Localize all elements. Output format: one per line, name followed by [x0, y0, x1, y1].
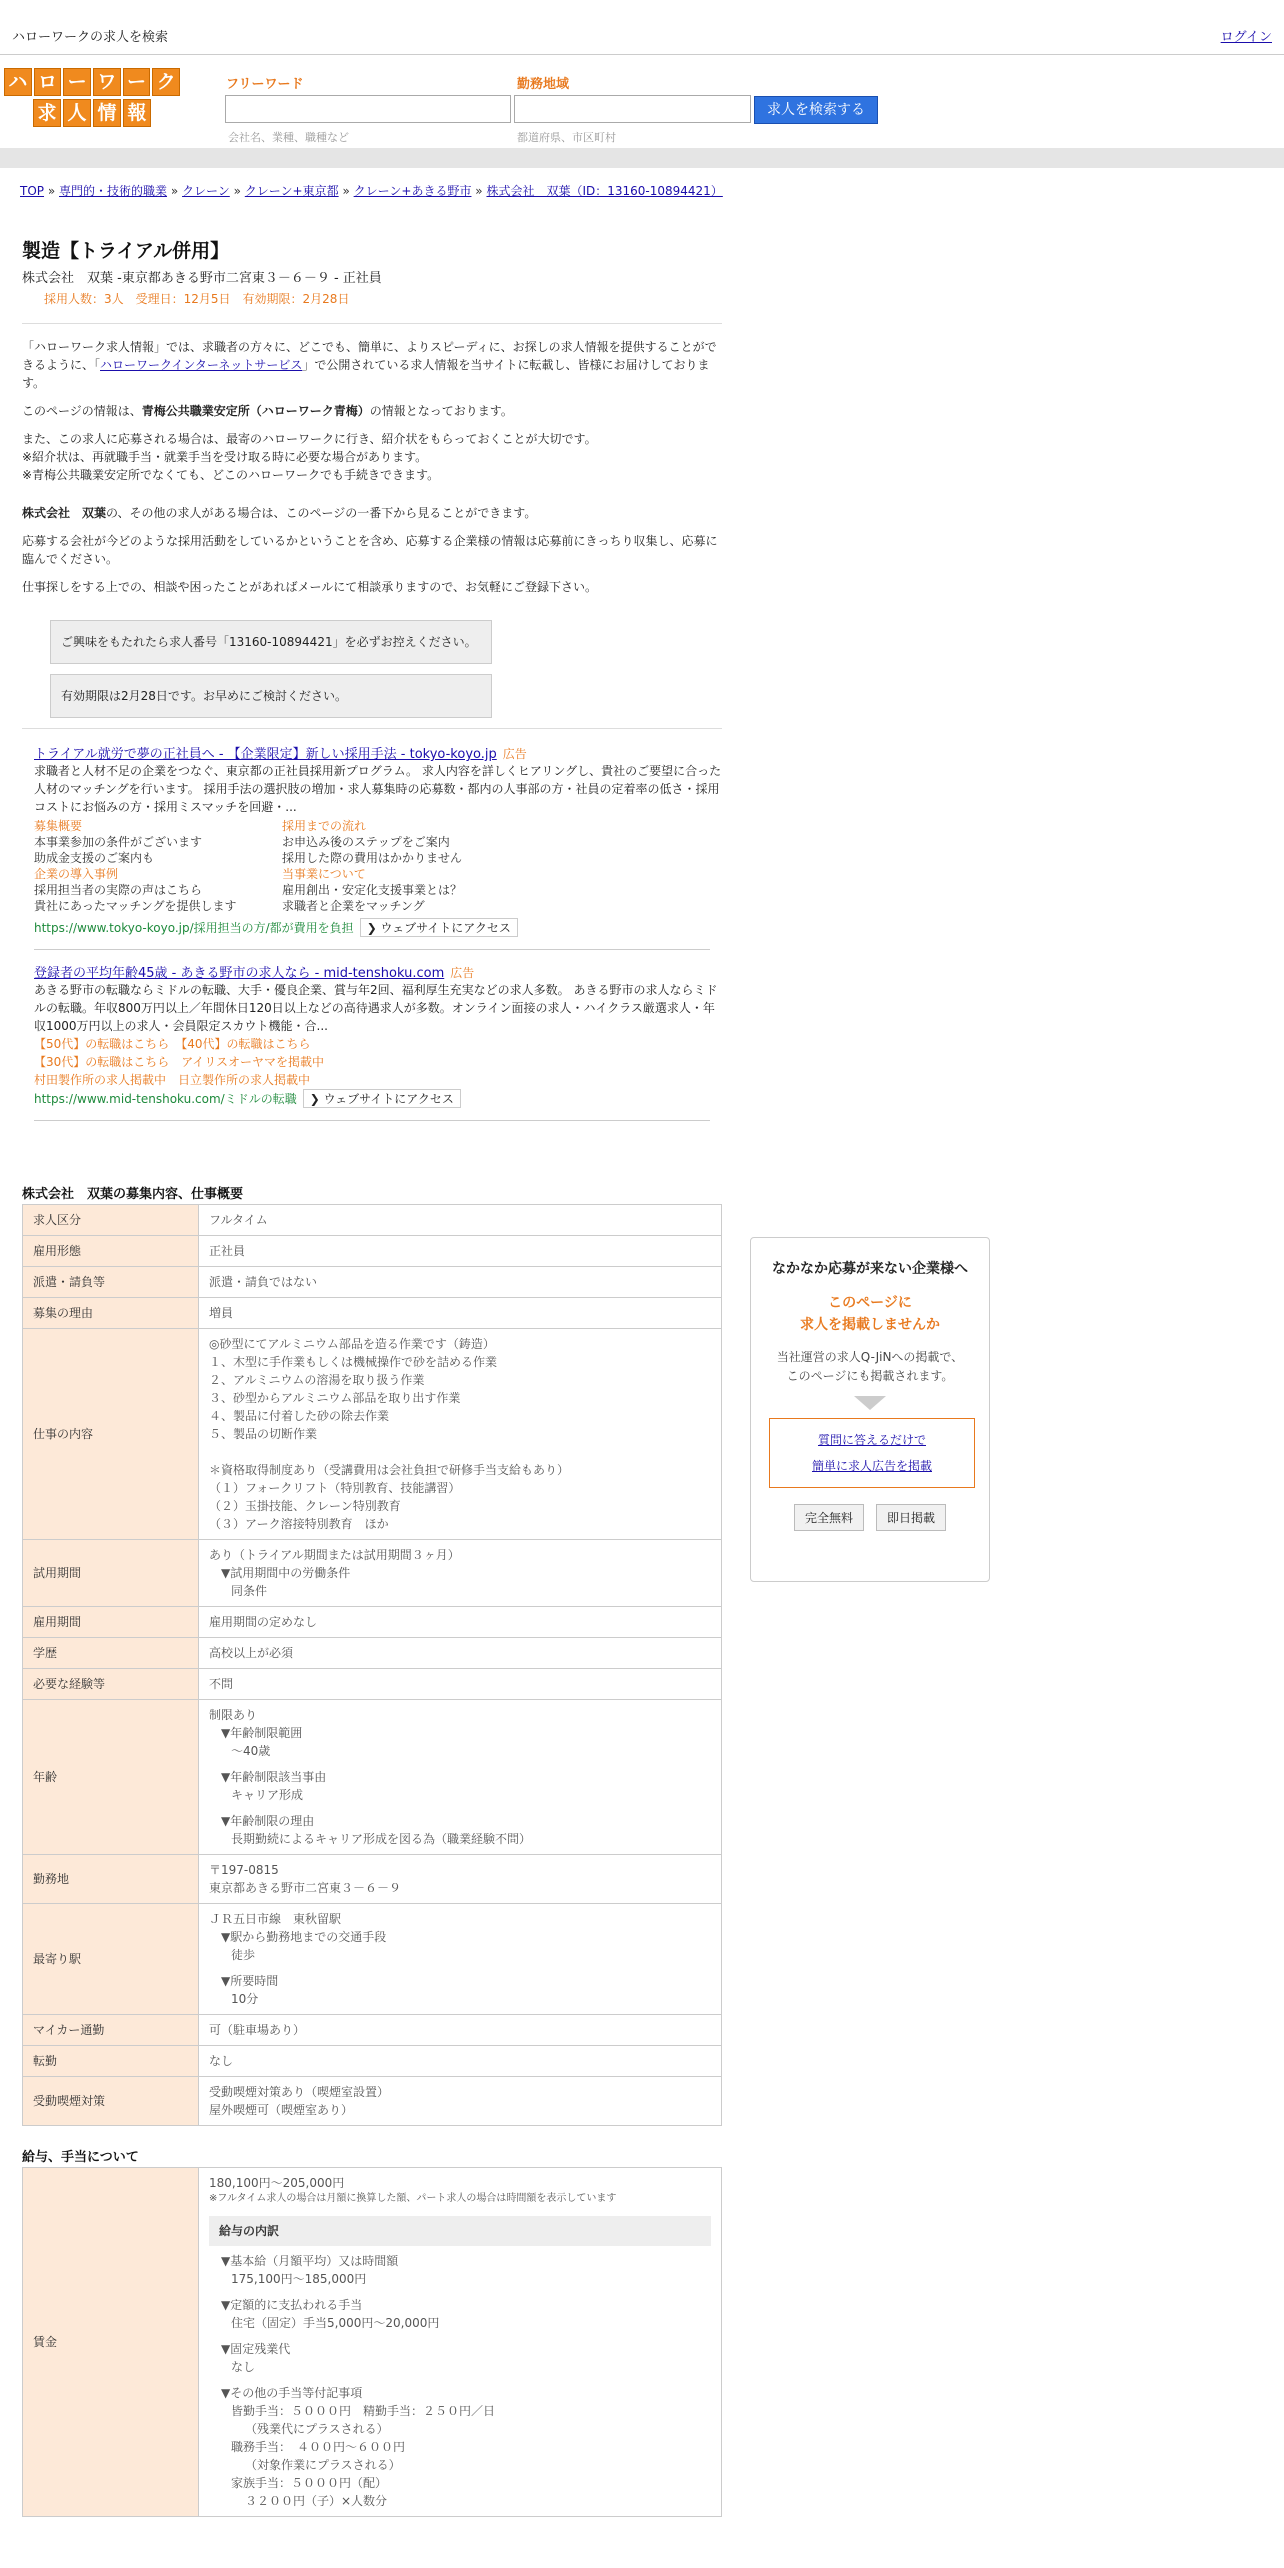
row-line: 〜40歳: [231, 1744, 271, 1758]
row-label: 賃金: [23, 2168, 199, 2517]
job-title: 製造【トライアル併用】: [22, 240, 230, 262]
row-label: 転勤: [23, 2046, 199, 2077]
breadcrumb-crane[interactable]: クレーン: [182, 184, 230, 198]
section-title-job: 株式会社 双葉の募集内容、仕事概要: [22, 1187, 244, 1202]
row-label: 学歴: [23, 1638, 199, 1669]
row-line: ４、製品に付着した砂の除去作業: [209, 1409, 390, 1423]
salary-breakdown-heading: 給与の内訳: [209, 2216, 711, 2246]
down-arrow-icon: [854, 1396, 886, 1410]
row-label: 雇用形態: [23, 1236, 199, 1267]
logo-char: 情: [93, 99, 121, 127]
row-label: 仕事の内容: [23, 1329, 199, 1540]
breadcrumb-crane-akiruno[interactable]: クレーン+あきる野市: [353, 184, 472, 198]
table-row: [23, 1267, 722, 1298]
side-link-post[interactable]: 簡単に求人広告を掲載: [811, 1459, 932, 1473]
ad-url[interactable]: https://www.tokyo-koyo.jp/採用担当の方/都が費用を負担: [34, 921, 354, 935]
row-line: 職務手当： ４００円～６００円: [231, 2440, 406, 2454]
table-row: [23, 1607, 722, 1638]
row-value: [199, 1700, 722, 1855]
intro-text: 「ハローワーク求人情報」では、求職者の方々に、どこでも、簡単に、よりスピーディに、お探しの求人情報を提供することができるように、「: [22, 340, 717, 372]
logo-char: ク: [152, 68, 180, 96]
ad-text: あきる野市の転職ならミドルの転職、大手・優良企業、賞与年2回、福利厚生充実などの求人多数。 あきる野市の求人ならミドルの転職。年収800万円以上／年間休日120日以上などの高待遇求人が多数。オンライン面接の求人・ハイクラス厳選求人・年収1000万円以上の求人・会員限定スカウト機能・合...: [34, 983, 718, 1033]
logo-char: ー: [123, 68, 151, 96]
row-line: 長期勤続によるキャリア形成を図る為（職業経験不問）: [231, 1832, 532, 1846]
login-link[interactable]: ログイン: [1220, 30, 1272, 45]
row-value: 高校以上が必須: [199, 1638, 722, 1669]
row-line: ▼試用期間中の労働条件: [221, 1566, 351, 1580]
row-value: 不問: [199, 1669, 722, 1700]
source-paragraph: [22, 402, 722, 420]
row-line: ３、砂型からアルミニウム部品を取り出す作業: [209, 1391, 461, 1405]
row-line: 〒197-0815: [209, 1863, 279, 1877]
freeword-label: フリーワード: [226, 77, 304, 92]
row-value: [199, 1329, 722, 1540]
side-text-line: このページにも掲載されます。: [786, 1369, 954, 1383]
row-line: １、木型に手作業もしくは機械操作で砂を詰める作業: [209, 1355, 498, 1369]
area-label: 勤務地域: [517, 77, 570, 92]
row-line: ５、製品の切断作業: [209, 1427, 318, 1441]
ad-url-row: [34, 918, 724, 937]
row-value: 雇用期間の定めなし: [199, 1607, 722, 1638]
apply-note: ※青梅公共職業安定所でなくても、どこのハローワークでも手続きできます。: [22, 468, 440, 482]
intro-text: の情報となっております。: [369, 404, 513, 418]
freeword-hint: 会社名、業種、職種など: [228, 131, 349, 144]
row-line: 東京都あきる野市二宮東３－６－９: [209, 1881, 402, 1895]
ad-tag: 広告: [502, 747, 527, 761]
source-office: 青梅公共職業安定所（ハローワーク青梅）: [141, 404, 370, 418]
row-line: ▼年齢制限該当事由: [221, 1770, 327, 1784]
notice-deadline: 有効期限は2月28日です。お早めにご検討ください。: [50, 674, 492, 718]
logo-char: ハ: [4, 68, 32, 96]
sitelink-text: 助成金支援のご案内も: [34, 851, 155, 865]
logo-char: ー: [63, 68, 91, 96]
intro-text: の、その他の求人がある場合は、このページの一番下から見ることができます。: [106, 506, 537, 520]
row-label: マイカー通勤: [23, 2015, 199, 2046]
spacer: [209, 1443, 711, 1461]
sitelink-heading[interactable]: 当事業について: [282, 867, 366, 881]
row-line: 同条件: [231, 1584, 268, 1598]
row-line: ＊資格取得制度あり（受講費用は会社負担で研修手当支給もあり）: [209, 1463, 570, 1477]
row-value: フルタイム: [199, 1205, 722, 1236]
side-catch: [751, 1292, 989, 1336]
row-line: ▼基本給（月額平均）又は時間額: [221, 2254, 399, 2268]
ad-title-link[interactable]: トライアル就労で夢の正社員へ - 【企業限定】新しい採用手法 - tokyo-koyo.jp: [34, 747, 497, 762]
row-line: 10分: [231, 1992, 259, 2006]
row-line: 屋外喫煙可（喫煙室あり）: [209, 2103, 354, 2117]
side-text: [751, 1348, 989, 1386]
side-text-line: 当社運営の求人Q-JiNへの掲載で、: [776, 1350, 964, 1364]
row-line: （３）アーク溶接特別教育 ほか: [209, 1517, 389, 1531]
table-row: [23, 1855, 722, 1904]
area-input[interactable]: [514, 95, 751, 123]
same-day-button[interactable]: 即日掲載: [876, 1504, 946, 1531]
ad-text: 求職者と人材不足の企業をつなぐ、東京都の正社員採用新プログラム。 求人内容を詳しくヒアリングし、貴社のご要望に合った人材のマッチングを行います。 採用手法の選択肢の増加・求人募集時の応募数・都内の人事部の方・社員の定着率の低さ・採用コストにお悩みの方・採用ミスマッチを回避・...: [34, 764, 722, 814]
table-row: [23, 1298, 722, 1329]
row-label: 雇用期間: [23, 1607, 199, 1638]
recruit-ad-box: [750, 1237, 990, 1582]
row-line: ▼年齢制限の理由: [221, 1814, 315, 1828]
breadcrumb-crane-tokyo[interactable]: クレーン+東京都: [244, 184, 339, 198]
breadcrumb-separator: »: [475, 184, 483, 198]
row-value: なし: [199, 2046, 722, 2077]
job-subtitle: 株式会社 双葉 -東京都あきる野市二宮東３－６－９ - 正社員: [22, 271, 382, 286]
row-label: 募集の理由: [23, 1298, 199, 1329]
row-line: ３２００円（子）×人数分: [245, 2494, 388, 2508]
row-line: 175,100円〜185,000円: [231, 2272, 367, 2286]
logo-char: 報: [123, 99, 151, 127]
breadcrumb-separator: »: [47, 184, 56, 198]
advice-paragraph: 応募する会社が今どのような採用活動をしているかということを含め、応募する企業様の情報は応募前にきっちり収集し、応募に臨んでください。: [22, 534, 718, 566]
ad-title-link[interactable]: 登録者の平均年齢45歳 - あきる野市の求人なら - mid-tenshoku.com: [34, 966, 445, 981]
divider: [22, 323, 722, 324]
row-label: 試用期間: [23, 1540, 199, 1607]
divider-bar: [0, 148, 1284, 168]
ad-sitelink[interactable]: 村田製作所の求人掲載中 日立製作所の求人掲載中: [34, 1073, 311, 1087]
row-line: 家族手当：５０００円（配）: [231, 2476, 388, 2490]
row-line: （２）玉掛技能、クレーン特別教育: [209, 1499, 401, 1513]
row-line: ▼所要時間: [221, 1974, 279, 1988]
ad-sitelinks: [34, 818, 724, 914]
breadcrumb-separator: »: [233, 184, 241, 198]
logo-char: 人: [63, 99, 91, 127]
site-title: ハローワークの求人を検索: [12, 30, 169, 45]
ad-sitelink[interactable]: 【50代】の転職はこちら 【40代】の転職はこちら: [34, 1037, 311, 1051]
table-row: [23, 2168, 722, 2517]
row-label: 年齢: [23, 1700, 199, 1855]
table-row: [23, 1669, 722, 1700]
sitelink-text: 求職者と企業をマッチング: [282, 899, 425, 913]
ad-sitelink[interactable]: 【30代】の転職はこちら アイリスオーヤマを掲載中: [34, 1055, 324, 1069]
row-value: [199, 1540, 722, 1607]
breadcrumb: [20, 182, 723, 199]
sitelink-text: 採用担当者の実際の声はこちら: [34, 883, 203, 897]
row-value: [199, 2077, 722, 2126]
table-row: [23, 2077, 722, 2126]
visit-site-button[interactable]: ❯ ウェブサイトにアクセス: [303, 1089, 461, 1108]
row-line: （対象作業にプラスされる）: [245, 2458, 401, 2472]
hellowork-logo[interactable]: [4, 68, 180, 124]
contact-paragraph: 仕事探しをする上での、相談や困ったことがあればメールにて相談承りますので、お気軽にご登録下さい。: [22, 580, 598, 594]
sitelink-text: 貴社にあったマッチングを提供します: [34, 899, 237, 913]
sitelink-text: 採用した際の費用はかかりません: [282, 851, 463, 865]
table-row: [23, 1904, 722, 2015]
ad-block: [22, 743, 724, 937]
row-label: 必要な経験等: [23, 1669, 199, 1700]
sitelink-heading[interactable]: 企業の導入事例: [34, 867, 119, 881]
side-catch-line: 求人を掲載しませんか: [800, 1317, 940, 1333]
row-line: なし: [231, 2360, 256, 2374]
row-value: [199, 2168, 722, 2517]
row-line: 住宅（固定）手当5,000円〜20,000円: [231, 2316, 440, 2330]
intro-text: 」で公開されている求人情報を当サイトに転載し、皆様にお届けしております。: [22, 358, 710, 390]
table-row: [23, 2015, 722, 2046]
table-row: [23, 1205, 722, 1236]
area-hint: 都道府県、市区町村: [517, 131, 616, 144]
ad-block: [22, 962, 724, 1108]
row-line: 受動喫煙対策あり（喫煙室設置）: [209, 2085, 390, 2099]
row-line: ▼定額的に支払われる手当: [221, 2298, 363, 2312]
salary-table: [22, 2167, 722, 2517]
row-label: 派遣・請負等: [23, 1267, 199, 1298]
row-value: 可（駐車場あり）: [199, 2015, 722, 2046]
salary-note: ※フルタイム求人の場合は月額に換算した額、パート求人の場合は時間額を表示しています: [209, 2193, 617, 2204]
sitelink-text: お申込み後のステップをご案内: [282, 835, 450, 849]
divider: [34, 1120, 710, 1121]
breadcrumb-separator: »: [342, 184, 350, 198]
row-line: 制限あり: [209, 1708, 258, 1722]
ad-url-row: [34, 1089, 724, 1108]
apply-paragraph: また、この求人に応募される場合は、最寄のハローワークに行き、紹介状をもらっておくことが大切です。: [22, 432, 597, 446]
search-button[interactable]: 求人を検索する: [754, 96, 878, 124]
sitelink-text: 本事業参加の条件がございます: [34, 835, 203, 849]
row-line: （残業代にプラスされる）: [245, 2422, 389, 2436]
logo-char: ロ: [34, 68, 62, 96]
row-line: ▼駅から勤務地までの交通手段: [221, 1930, 387, 1944]
row-label: 最寄り駅: [23, 1904, 199, 2015]
apply-note: ※紹介状は、再就職手当・就業手当を受け取る時に必要な場合があります。: [22, 450, 428, 464]
top-bar: [0, 0, 1284, 55]
table-row: [23, 1700, 722, 1855]
side-link-box: [769, 1418, 975, 1488]
logo-char: ワ: [93, 68, 121, 96]
row-value: [199, 1855, 722, 1904]
job-details-table: [22, 1204, 722, 2126]
row-line: ２、アルミニウムの溶湯を取り扱う作業: [209, 1373, 425, 1387]
company-name: 株式会社 双葉: [22, 506, 107, 520]
row-line: （１）フォークリフト（特別教育、技能講習）: [209, 1481, 461, 1495]
side-link-question[interactable]: 質問に答えるだけで: [817, 1433, 926, 1447]
visit-site-button[interactable]: ❯ ウェブサイトにアクセス: [360, 918, 518, 937]
row-line: キャリア形成: [231, 1788, 304, 1802]
intro-paragraph: [22, 338, 722, 392]
other-jobs-paragraph: [22, 504, 722, 522]
side-buttons: [751, 1504, 989, 1531]
table-row: [23, 1540, 722, 1607]
side-title: なかなか応募が来ない企業様へ: [772, 1261, 968, 1277]
row-line: ▼年齢制限範囲: [221, 1726, 303, 1740]
row-line: あり（トライアル期間または試用期間３ヶ月）: [209, 1548, 460, 1562]
table-row: [23, 1236, 722, 1267]
row-value: 派遣・請負ではない: [199, 1267, 722, 1298]
row-label: 求人区分: [23, 1205, 199, 1236]
row-value: 増員: [199, 1298, 722, 1329]
breadcrumb-separator: »: [170, 184, 179, 198]
row-value: 正社員: [199, 1236, 722, 1267]
sitelink-text: 雇用創出・安定化支援事業とは？: [282, 883, 463, 897]
row-line: 徒歩: [231, 1948, 256, 1962]
sitelink-heading[interactable]: 募集概要: [34, 819, 83, 833]
breadcrumb-company[interactable]: 株式会社 双葉（ID：13160-10894421）: [486, 184, 723, 198]
row-value: [199, 1904, 722, 2015]
notice-job-number: ご興味をもたれたら求人番号「13160-10894421」を必ずお控えください。: [50, 620, 492, 664]
row-line: ▼その他の手当等付記事項: [221, 2386, 363, 2400]
job-meta: 採用人数：3人 受理日：12月5日 有効期限：2月28日: [44, 292, 350, 306]
table-row: [23, 1329, 722, 1540]
row-label: 勤務地: [23, 1855, 199, 1904]
sitelink-heading[interactable]: 採用までの流れ: [282, 819, 367, 833]
breadcrumb-top[interactable]: TOP: [20, 184, 45, 198]
salary-range: 180,100円〜205,000円: [209, 2176, 345, 2190]
freeword-input[interactable]: [225, 95, 511, 123]
row-line: ▼固定残業代: [221, 2342, 291, 2356]
side-catch-line: このページに: [828, 1295, 912, 1311]
ad-url[interactable]: https://www.mid-tenshoku.com/ミドルの転職: [34, 1092, 297, 1106]
hellowork-internet-link[interactable]: ハローワークインターネットサービス: [100, 358, 303, 372]
breadcrumb-category[interactable]: 専門的・技術的職業: [59, 184, 168, 198]
free-button[interactable]: 完全無料: [794, 1504, 864, 1531]
divider: [34, 949, 710, 950]
intro-text: このページの情報は、: [22, 404, 142, 418]
row-line: ◎砂型にてアルミニウム部品を造る作業です（鋳造）: [209, 1337, 495, 1351]
row-line: 皆勤手当：５０００円 精勤手当：２５０円／日: [231, 2404, 496, 2418]
section-title-salary: 給与、手当について: [22, 2150, 139, 2165]
main-content: [22, 236, 722, 2517]
row-label: 受動喫煙対策: [23, 2077, 199, 2126]
table-row: [23, 2046, 722, 2077]
logo-char: 求: [33, 99, 61, 127]
divider: [22, 728, 722, 729]
table-row: [23, 1638, 722, 1669]
ad-tag: 広告: [450, 966, 475, 980]
row-line: ＪＲ五日市線 東秋留駅: [209, 1912, 342, 1926]
